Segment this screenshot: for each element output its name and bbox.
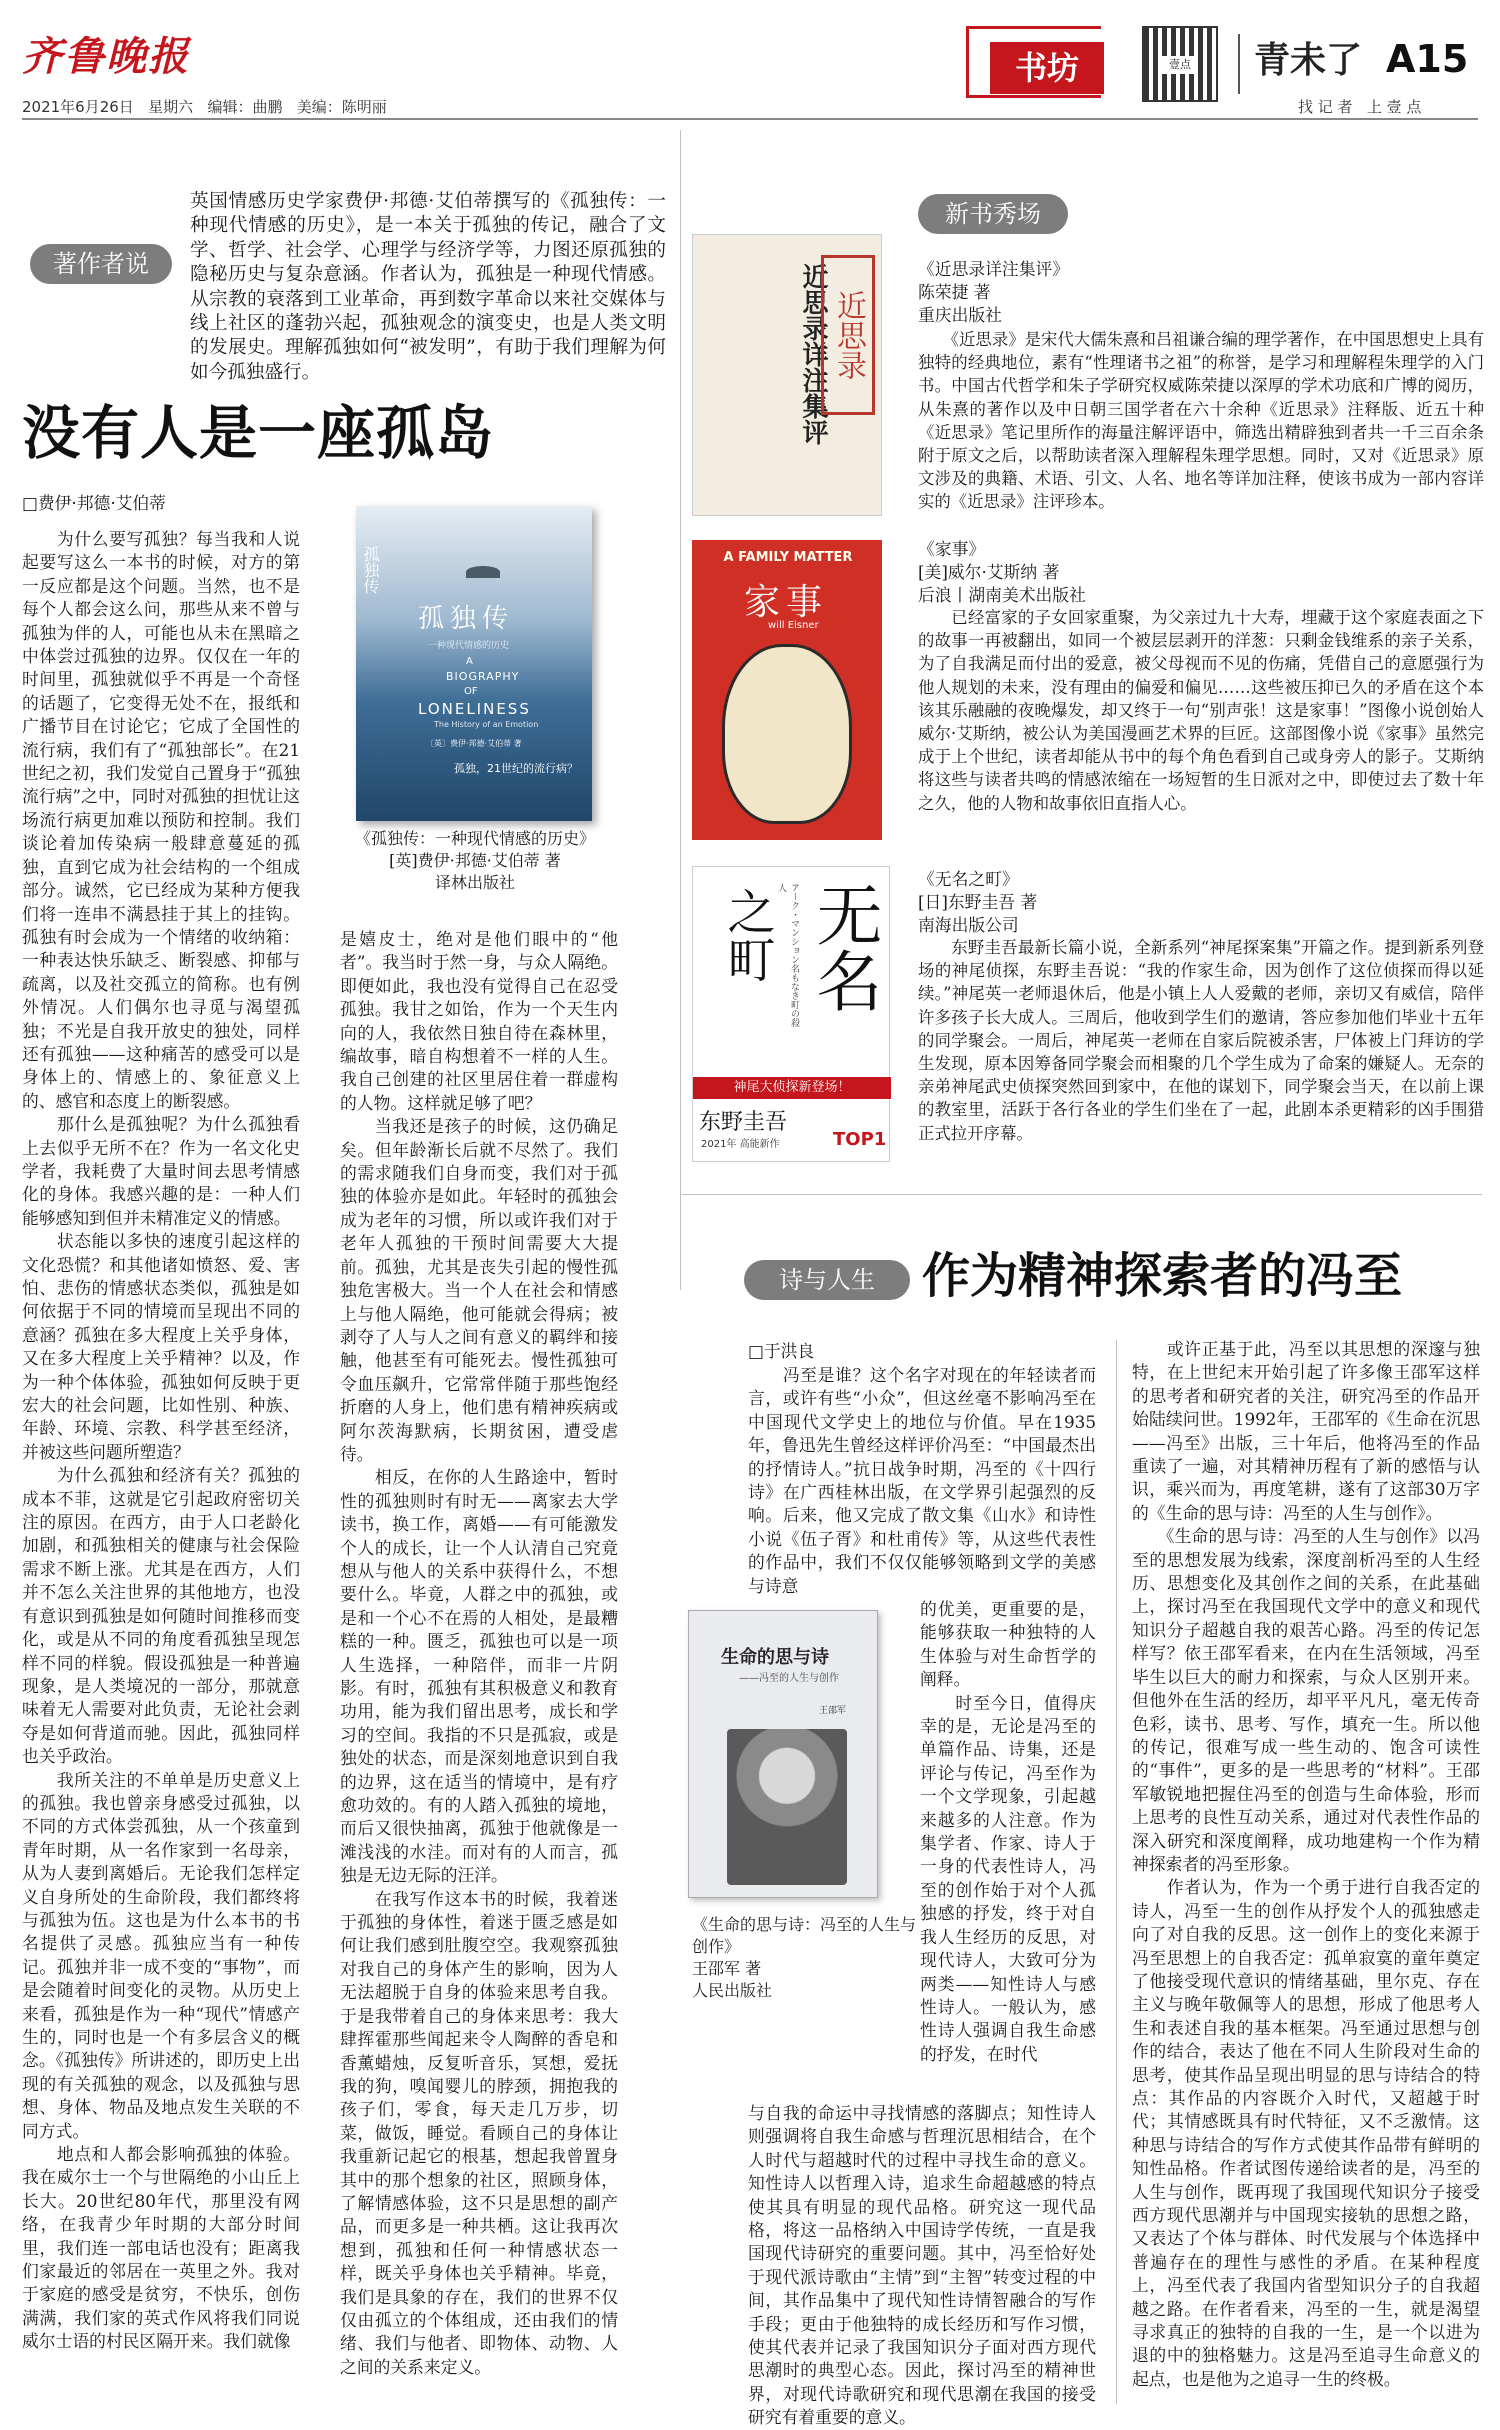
cover-title-family-matter: 家事 [744, 582, 829, 623]
book-c-author: [日]东野圭吾 著 [918, 892, 1038, 912]
cover-author-loneliness: 〔英〕费伊·邦德·艾伯蒂 著 [426, 739, 522, 748]
book-cover-jinsilu [692, 234, 882, 516]
book-a-description: 《近思录》是宋代大儒朱熹和吕祖谦合编的理学著作，在中国思想史上具有独特的经典地位，素有“性理诸书之祖”的称誉，是学习和理解程朱理学的入门书。中国古代哲学和朱子学研究权威陈荣捷以深厚的学术功底和广博的阅历，从朱熹的著作以及中日朝三国学者在六十余种《近思录》注释版、近五十种《近思录》笔记里所作的海量注解评语中，筛选出精辟独到者共一千三百余条附于原文之后，以帮助读者深入理解程朱理学思想。同时，又对《近思录》原文涉及的典籍、术语、引文、人名、地名等详加注释，使该书成为一部内容详实的《近思录》注评珍本。 [918, 330, 1484, 512]
date-text: 2021年6月26日 [22, 98, 134, 116]
channel-name: 青未了 [1254, 39, 1363, 81]
book-b-title: 《家事》 [918, 539, 986, 559]
cover-band-nameless: 神尾大侦探新登场！ [693, 1077, 891, 1099]
article2-tag: 诗与人生 [744, 1260, 910, 1300]
book-a-title: 《近思录详注集评》 [918, 259, 1070, 279]
caption-loneliness [330, 828, 620, 894]
book-a-info [918, 258, 1069, 327]
cover-en-a: A [466, 656, 473, 667]
cover-illustration-face [722, 644, 852, 824]
article2-column-1-top: 冯至是谁？这个名字对现在的年轻读者而言，或许有些“小众”，但这丝毫不影响冯至在中国现代文学史上的地位与价值。早在1935年，鲁迅先生曾经这样评价冯至：“中国最杰出的抒情诗人。”抗日战争时期，冯至的《十四行诗》在广西桂林出版，在文学界引起强烈的反响。后来，他又完成了散文集《山水》和诗性小说《伍子胥》和杜甫传》等，从这些代表性的作品中，我们不仅仅能够领略到文学的美感与诗意 [748, 1365, 1096, 1596]
cover-en-of: OF [464, 686, 478, 697]
masthead: 齐鲁晚报 [22, 33, 190, 80]
cover-subtitle-fengzhi: ——冯至的人生与创作 [739, 1673, 839, 1684]
article2-column-1-middle: 的优美，更重要的是，能够获取一种独特的人生体验与对生命哲学的阐释。 时至今日，值得庆幸的是，无论是冯至的单篇作品、诗集，还是评论与传记，冯至作为一个文学现象，引起越来越多的人注意。作为集学者、作家、诗人于一身的代表性诗人，冯至的创作始于对个人孤独感的抒发，终于对自我人生经历的反思，对现代诗人，大致可分为两类——知性诗人与感性诗人。一般认为，感性诗人强调自我生命感的抒发，在时代 [920, 1599, 1096, 2064]
book-c-publisher: 南海出版公司 [918, 915, 1019, 935]
book-a-publisher: 重庆出版社 [918, 305, 1002, 325]
cover-spine-vertical: 孤独传 [361, 546, 380, 594]
article-byline: □费伊·邦德·艾伯蒂 [22, 493, 166, 513]
section-label: 书坊 [990, 42, 1104, 94]
editor-text: 编辑：曲鹏 [207, 98, 283, 116]
header-rule [22, 118, 1478, 120]
article1-column-2: 是嬉皮士，绝对是他们眼中的“他者”。我当时于然一身，与众人隔绝。即便如此，我也没有觉得自己在忍受孤独。我甘之如饴，作为一个天生内向的人，我依然日独自待在森林里，编故事，暗自构想着不一样的人生。我自己创建的社区里居住着一群虚构的人物。这样就足够了吧？ 当我还是孩子的时候，这仍确足矣。但年龄渐长后就不尽然了。我们的需求随我们自身而变，我们对于孤独的体验亦是如此。年轻时的孤独会成为老年的习惯，所以或许我们对于老年人孤独的干预时间需要大大提前。孤独，尤其是丧失引起的慢性孤独危害极大。当一个人在社会和情感上与他人隔绝，他可能就会得病；被剥夺了人与人之间有意义的羁绊和接触，他甚至有可能死去。慢性孤独可令血压飙升，它常常伴随于那些饱经折磨的人身上，他们患有精神疾病或阿尔茨海默病，长期贫困，遭受虐待。 相反，在你的人生路途中，暂时性的孤独则时有时无——离家去大学读书，换工作，离婚——有可能激发个人的成长，让一个人认清自己究竟想从与他人的关系中获得什么，不想要什么。毕竟，人群之中的孤独，或是和一个心不在焉的人相处，是最糟糕的一种。匮乏，孤独也可以是一项人生选择，一种陪伴，而非一片阴影。有时，孤独有其积极意义和教育功用，能为我们留出思考，成长和学习的空间。我指的不只是孤寂，或是独处的状态，而是深刻地意识到自我的边界，这在适当的情境中，是有疗愈功效的。有的人踏入孤独的境地，而后又很快抽离，孤独于他就像是一滩浅浅的水洼。而对有的人而言，孤独是无边无际的汪洋。 在我写作这本书的时候，我着迷于孤独的身体性，着迷于匮乏感是如何让我们感到肚腹空空。我观察孤独对我自己的身体产生的影响，因为人无法超脱于自身的体验来思考自我。于是我带着自己的身体来思考：我大肆挥霍那些闻起来令人陶醉的香皂和香薰蜡烛，反复听音乐，冥想，爱抚我的狗，嗅闻婴儿的脖颈，拥抱我的孩子们，零食，每天走几万步，切菜，做饭，睡觉。看顾自己的身体让我重新记起它的根基，想起我曾置身其中的那个想象的社区，照顾身体，了解情感体验，这不只是思想的副产品，而更多是一种共栖。这让我再次想到，孤独和任何一种情感状态一样，既关乎身体也关乎精神。毕竟，我们是具象的存在，我们的世界不仅仅由孤立的个体组成，还由我们的情绪、我们与他者、即物体、动物、人之间的关系来定义。 [340, 929, 618, 2377]
book-c-info [918, 868, 1037, 937]
newbooks-tag: 新书秀场 [918, 194, 1068, 234]
caption-author-fengzhi: 王邵军 著 [692, 1959, 762, 1978]
column-divider [680, 130, 681, 1290]
header-slogan: 找 记 者 上 壹 点 [1298, 98, 1422, 116]
caption-title-loneliness: 《孤独传：一种现代情感的历史》 [354, 829, 595, 848]
cover-author-nameless: 东野圭吾 [699, 1110, 788, 1135]
book-b-publisher: 后浪丨湖南美术出版社 [918, 585, 1086, 605]
cover-title-loneliness: 孤独传 [418, 604, 515, 634]
cover-tagline-loneliness: 孤独，21世纪的流行病？ [454, 762, 578, 775]
cover-en-biography: BIOGRAPHY [446, 670, 520, 683]
cover-subtitle-loneliness: 一种现代情感的历史 [428, 641, 510, 651]
cover-en-history: The History of an Emotion [434, 720, 539, 729]
article2-column-2: 或许正基于此，冯至以其思想的深邃与独特，在上世纪末开始引起了许多像王邵军这样的思考者和研究者的关注，研究冯至的作品开始陆续问世。1992年，王邵军的《生命在沉思——冯至》出版，三十年后，他将冯至的作品重读了一遍，对其精神历程有了新的感悟与认识，乘兴而为，再度笔耕，遂有了这部30万字的《生命的思与诗：冯至的人生与创作》。 《生命的思与诗：冯至的人生与创作》以冯至的思想发展为线索，深度剖析冯至的人生经历、思想变化及其创作之间的关系，在此基础上，探讨冯至在我国现代文学中的意义和现代知识分子超越自我的艰苦心路。冯至的传记怎样写？依王邵军看来，在内在生活领域，冯至毕生以巨大的耐力和探索，与众人区别开来。但他外在生活的经历，却平平凡凡，毫无传奇色彩，读书、思考、写作，填充一生。所以他的传记，很难写成一些生动的、饱含可读性的“事件”，更多的是一些思考的“材料”。王邵军敏锐地把握住冯至的创造与生命体验，形而上思考的良性互动关系，通过对代表性作品的深入研究和深度阐释，成功地建构一个作为精神探索者的冯至形象。 作者认为，作为一个勇于进行自我否定的诗人，冯至一生的创作从抒发个人的孤独感走向了对自我的反思。这一创作上的变化来源于冯至思想上的自我否定：孤单寂寞的童年奠定了他接受现代意识的情绪基础，里尔克、存在主义与晚年敬佩等人的思想，形成了他思考人生和表述自我的基本框架。冯至通过思想与创作的结合，表达了他在不同人生阶段对生命的思考，使其作品呈现出明显的思与诗结合的特点：其作品的内容既介入时代，又超越于时代；其情感既具有时代特征，又不乏激情。这种思与诗结合的写作方式使其作品带有鲜明的知性品格。作者试图传递给读者的是，冯至的人生与创作，既再现了我国现代知识分子接受西方现代思潮并与中国现实接轨的思想之路，又表达了个体与群体、时代发展与个体选择中普遍存在的理性与感性的矛盾。在某种程度上，冯至代表了我国内省型知识分子的自我超越之路。在作者看来，冯至的一生，就是渴望寻求真正的独特的自我的一生，是一个以进为退的中的独格魅力。这是冯至追寻生命意义的起点，也是他为之追寻一生的终极。 [1132, 1339, 1480, 2389]
island-shape [466, 566, 500, 578]
book-cover-family-matter [692, 540, 882, 840]
qr-label: 壹点 [1162, 56, 1198, 74]
book-b-info [918, 538, 1086, 607]
caption-publisher-loneliness: 译林出版社 [434, 873, 515, 892]
book-cover-fengzhi [688, 1610, 878, 1898]
article2-byline: □于洪良 [748, 1341, 815, 1361]
section-separator [682, 1194, 1482, 1195]
article2-divider [1116, 1340, 1117, 2404]
page-number: A15 [1386, 37, 1469, 81]
book-c-title: 《无名之町》 [918, 869, 1019, 889]
article2-column-1-bottom: 与自我的命运中寻找情感的落脚点；知性诗人则强调将自我生命感与哲理沉思相结合，在个人时代与超越时代的过程中寻找生命的意义。知性诗人以哲理入诗，追求生命超越感的特点使其具有明显的现代品格。研究这一现代品格，将这一品格纳入中国诗学传统，一直是我国现代诗研究的重要问题。其中，冯至恰好处于现代派诗歌由“主情”到“主智”转变过程的中间，其作品集中了现代知性诗情智融合的写作手段；更由于他独特的成长经历和写作习惯，使其代表并记录了我国知识分子面对西方现代思潮时的典型心态。因此，探讨冯至的精神世界，对现代诗歌研究和现代思潮在我国的接受研究有着重要的意义。 [748, 2103, 1096, 2428]
caption-publisher-fengzhi: 人民出版社 [692, 1981, 773, 2000]
cover-en-loneliness: LONELINESS [418, 700, 531, 718]
cover-big-nameless: 无名 [805, 881, 882, 1013]
issue-date [22, 96, 387, 117]
intro-tag: 著作者说 [30, 244, 172, 284]
book-b-description: 已经富家的子女回家重聚，为父亲过九十大寿，埋藏于这个家庭表面之下的故事一再被翻出，如同一个被层层剥开的洋葱：只剩金钱维系的亲子关系，为了自我满足而付出的爱意，被父母视而不见的伤痛，凭借自己的意愿强行为他人规划的未来，没有理由的偏爱和偏见……这些被压抑已久的矛盾在这个本该其乐融融的夜晚爆发，却又终于一句“别声张！这是家事！”图像小说创始人威尔·艾斯纳，被公认为美国漫画艺术界的巨匠。这部图像小说《家事》虽然完成于上个世纪，读者却能从书中的每个角色看到自己或身旁人的影子。艾斯纳将这些与读者共鸣的情感浓缩在一场短暂的生日派对之中，即使过去了数十年之久，他的人物和故事依旧直指人心。 [918, 608, 1484, 813]
cover-seal-jinsilu: 近思录 [821, 255, 875, 415]
article2-title: 作为精神探索者的冯至 [922, 1248, 1403, 1304]
cover-big-town: 之町 [719, 887, 775, 983]
book-a-author: 陈荣捷 著 [918, 282, 991, 302]
cover-top1-nameless: TOP1 [833, 1129, 887, 1150]
cover-en-family-matter: A FAMILY MATTER [723, 550, 853, 565]
cover-portrait-fengzhi [727, 1729, 847, 1885]
cover-jp: アーク・マンション名もなき町の殺人 [776, 883, 799, 1027]
cover-title-jinsilu: 近思录详注集评 [798, 263, 828, 445]
book-c-description: 东野圭吾最新长篇小说，全新系列“神尾探案集”开篇之作。提到新系列登场的神尾侦探，东野圭吾说：“我的作家生命，因为创作了这位侦探而得以延续。”神尾英一老师退休后，他是小镇上人人爱戴的老师，亲切又有威信，陪伴许多孩子长大成人。三周后，他收到学生们的邀请，答应参加他们毕业十五年的同学聚会。一周后，神尾英一老师在自家后院被杀害，尸体被上门拜访的学生发现，原本因筹备同学聚会而相聚的几个学生成为了命案的嫌疑人。无奈的亲弟神尾武史侦探突然回到家中，在他的谋划下，同学聚会当天，在以前上课的教室里，活跃于各行各业的学生们坐在了一起，此剧本杀更精彩的凶手围猎正式拉开序幕。 [918, 938, 1484, 1143]
article-title: 没有人是一座孤岛 [22, 399, 495, 467]
weekday-text: 星期六 [148, 98, 194, 116]
caption-fengzhi [692, 1914, 922, 2002]
designer-text: 美编：陈明丽 [296, 98, 387, 116]
cover-sub-family-matter: will Eisner [768, 620, 819, 631]
caption-title-fengzhi: 《生命的思与诗：冯至的人生与创作》 [692, 1915, 917, 1956]
caption-author-loneliness: [英]费伊·邦德·艾伯蒂 著 [389, 851, 561, 870]
cover-title-fengzhi: 生命的思与诗 [721, 1647, 829, 1668]
book-cover-nameless-town [692, 866, 890, 1162]
article1-column-1: 为什么要写孤独？每当我和人说起要写这么一本书的时候，对方的第一反应都是这个问题。当然，也不是每个人都会这么问，那些从来不曾与孤独为伴的人，可能也从未在黑暗之中体尝过孤独的边界。仅仅在一年的时间里，孤独就似乎不再是一个奇怪的话题了，它变得无处不在，报纸和广播节目在讨论它；它成了全国性的流行病，我们有了“孤独部长”。在21世纪之初，我们发觉自己置身于“孤独流行病”之中，同时对孤独的担忧让这场流行病更加难以预防和控制。我们谈论着加传染病一般肆意蔓延的孤独，直到它成为社会结构的一个组成部分。诚然，它已经成为某种方便我们将一连串不满悬挂于其上的挂钩。孤独有时会成为一个情绪的收纳箱：一种表达快乐缺乏、断裂感、抑郁与疏离，以及社交孤立的简称。也有例外情况。人们偶尔也寻觅与渴望孤独；不光是自我开放史的独处，同样还有孤独——这种痛苦的感受可以是身体上的、情感上的、象征意义上的、感官和态度上的断裂感。 那什么是孤独呢？为什么孤独看上去似乎无所不在？作为一名文化史学者，我耗费了大量时间去思考情感化的身体。我感兴趣的是：一种人们能够感知到但并未精准定义的情感。 状态能以多快的速度引起这样的文化恐慌？和其他诸如愤怒、爱、害怕、悲伤的情感状态类似，孤独是如何依据于不同的情境而呈现出不同的意涵？孤独在多大程度上关乎身体，又在多大程度上关乎精神？以及，作为一种个体体验，孤独如何反映于更宏大的社会问题，比如性别、种族、年龄、环境、宗教、科学甚至经济，并被这些问题所塑造？ 为什么孤独和经济有关？孤独的成本不菲，这就是它引起政府密切关注的原因。在西方，由于人口老龄化加剧，和孤独相关的健康与社会保险需求不断上涨。尤其是在西方，人们并不怎么关注世界的其他地方，也没有意识到孤独是如何随时间推移而变化，或是从不同的角度看孤独呈现怎样不同的样貌。假设孤独是一种普遍现象，是人类境况的一部分，那就意味着无人需要对此负责，无论社会剥夺是如何背道而驰。因此，孤独同样也关乎政治。 我所关注的不单单是历史意义上的孤独。我也曾亲身感受过孤独，以不同的方式体尝孤独，从一个孩童到青年时期，从一名作家到一名母亲，从为人妻到离婚后。无论我们怎样定义自身所处的生命阶段，我们都终将与孤独为伍。这也是为什么本书的书名提供了灵感。孤独应当有一种传记。孤独并非一成不变的“事物”，而是会随着时间变化的灵物。从历史上来看，孤独是作为一种“现代”情感产生的，同时也是一个有多层含义的概念。《孤独传》所讲述的，即历史上出现的有关孤独的观念，以及孤独与思想、身体、物品及地点发生关联的不同方式。 地点和人都会影响孤独的体验。我在威尔士一个与世隔绝的小山丘上长大。20世纪80年代，那里没有网络，在我青少年时期的大部分时间里，我们连一部电话也没有；距离我们家最近的邻居在一英里之外。我对于家庭的感受是贫穷，不快乐，创伤满满，我们家的英式作风将我们同说威尔士语的村民区隔开来。我们就像 [22, 529, 300, 2352]
cover-author-fengzhi: 王邵军 [819, 1706, 847, 1716]
cover-year-nameless: 2021年 高能新作 [701, 1139, 780, 1150]
intro-text: 英国情感历史学家费伊·邦德·艾伯蒂撰写的《孤独传：一种现代情感的历史》，是一本关于孤独的传记，融合了文学、哲学、社会学、心理学与经济学等，力图还原孤独的隐秘历史与复杂意涵。作者认为，孤独是一种现代情感。从宗教的衰落到工业革命，再到数字革命以来社交媒体与线上社区的蓬勃兴起，孤独观念的演变史，也是人类文明的发展史。理解孤独如何“被发明”，有助于我们理解为何如今孤独盛行。 [190, 191, 666, 383]
header-divider [1238, 34, 1240, 94]
book-b-author: [美]威尔·艾斯纳 著 [918, 562, 1060, 582]
book-cover-loneliness [356, 506, 592, 821]
